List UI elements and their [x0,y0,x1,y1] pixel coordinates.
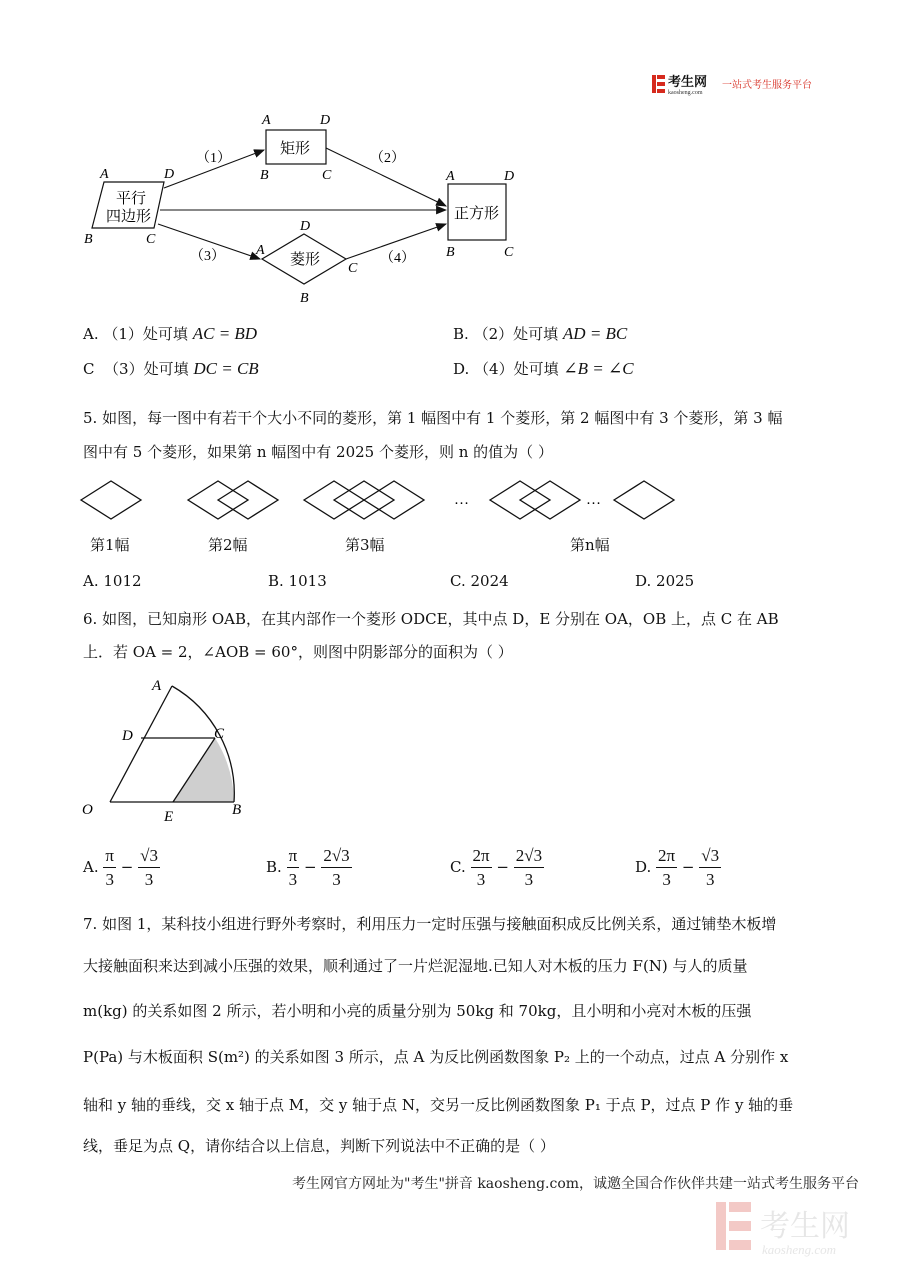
q5-option-a: A. 1012 [83,572,142,590]
watermark-domain: kaosheng.com [762,1242,837,1257]
arrow-label-1: （1） [196,151,231,166]
label-C: C [214,726,225,742]
parallelogram-line2: 四边形 [106,209,152,225]
quadrilateral-flowchart [80,110,540,310]
rh-A: A [256,243,265,258]
rect-C: C [322,168,332,183]
q4-option-a: A. （1）处可填 AC = BD [83,324,258,343]
arrow-label-4: （4） [380,251,415,266]
arrow-label-2: （2） [370,151,405,166]
q7-line2: 大接触面积来达到减小压强的效果，顺利通过了一片烂泥湿地.已知人对木板的压力 F(N) 与人的质量 [83,957,748,975]
rhombus-fig1 [81,481,141,519]
q7-line1: 7. 如图 1，某科技小组进行野外考察时，利用压力一定时压强与接触面积成反比例关系，通过铺垫木板增 [83,915,777,933]
q6-option-d: D. $\frac{2\pi}{3}$ − $\frac{√3}{3}$ [635,846,720,889]
sq-D: D [504,169,515,184]
q6-option-b: B. $\frac{\pi}{3}$ − $\frac{2√3}{3}$ [266,846,350,889]
watermark-logo-icon [716,1196,886,1260]
brand-slogan: 一站式考生服务平台 [722,80,812,91]
segment-OA [110,686,172,802]
pg-C: C [146,232,156,247]
square-label: 正方形 [454,206,500,222]
rectangle-label: 矩形 [280,141,311,157]
brand-logo-icon [652,72,822,96]
q7-line3: m(kg) 的关系如图 2 所示，若小明和小亮的质量分别为 50kg 和 70kg，且小明和小亮对木板的压强 [83,1002,752,1020]
sq-A: A [446,169,455,184]
label-E: E [164,809,174,824]
label-B: B [232,802,242,818]
caption-fign: 第n幅 [570,536,610,554]
q5-option-d: D. 2025 [635,572,695,590]
label-O: O [82,802,93,818]
q7-line5: 轴和 y 轴的垂线，交 x 轴于点 M，交 y 轴于点 N，交另一反比例函数图象 P₁ 于点 P，过点 P 作 y 轴的垂 [83,1096,794,1114]
rhombus-pattern-figure [78,478,688,528]
caption-fig3: 第3幅 [345,536,385,554]
brand-domain: kaosheng.com [668,90,703,96]
q5-option-c: C. 2024 [450,572,509,590]
pg-B: B [84,232,93,247]
caption-fig2: 第2幅 [208,536,248,554]
footer-text: 考生网官方网址为"考生"拼音 kaosheng.com，诚邀全国合作伙伴共建一站式考生服务平台 [292,1176,860,1192]
brand-name: 考生网 [668,74,708,89]
rh-C: C [348,261,358,276]
arrow-label-3: （3） [190,249,225,264]
q6-option-a: A. $\frac{\pi}{3}$ − $\frac{√3}{3}$ [83,846,158,889]
q7-line6: 线，垂足为点 Q，请你结合以上信息，判断下列说法中不正确的是（ ） [83,1137,555,1155]
sq-C: C [504,245,514,260]
label-D: D [122,728,133,744]
sq-B: B [446,245,455,260]
rh-B: B [300,291,309,306]
rect-A: A [262,113,271,128]
rect-D: D [320,113,331,128]
q4-option-c: C （3）处可填 DC = CB [83,359,259,378]
label-A: A [152,678,162,694]
watermark-name: 考生网 [760,1210,850,1243]
rhombus-fign-last [614,481,674,519]
q5-line2: 图中有 5 个菱形，如果第 n 幅图中有 2025 个菱形，则 n 的值为（ ） [83,443,553,461]
rh-D: D [300,219,311,234]
header-logo [652,72,822,100]
parallelogram-line1: 平行 [116,191,147,207]
q5-option-b: B. 1013 [268,572,327,590]
q6-option-c: C. $\frac{2\pi}{3}$ − $\frac{2√3}{3}$ [450,846,543,889]
q5-line1: 5. 如图，每一图中有若干个大小不同的菱形，第 1 幅图中有 1 个菱形，第 2 幅图中有 3 个菱形，第 3 幅 [83,409,783,427]
sector-figure [78,674,268,824]
caption-fig1: 第1幅 [90,536,130,554]
rhombus-label: 菱形 [290,252,321,268]
ellipsis-2: … [586,492,601,508]
q4-option-b: B. （2）处可填 AD = BC [453,324,628,343]
q7-line4: P(Pa) 与木板面积 S(m²) 的关系如图 3 所示，点 A 为反比例函数图象 P₂ 上的一个动点，过点 A 分别作 x [83,1048,789,1066]
q6-line2: 上．若 OA = 2，∠AOB = 60°，则图中阴影部分的面积为（ ） [83,643,513,661]
rect-B: B [260,168,269,183]
q4-option-d: D. （4）处可填 ∠B = ∠C [453,359,634,378]
ellipsis-1: … [454,492,469,508]
pg-D: D [164,167,175,182]
q6-line1: 6. 如图，已知扇形 OAB，在其内部作一个菱形 ODCE，其中点 D，E 分别在 OA，OB 上，点 C 在 AB [83,610,779,628]
pg-A: A [100,167,109,182]
